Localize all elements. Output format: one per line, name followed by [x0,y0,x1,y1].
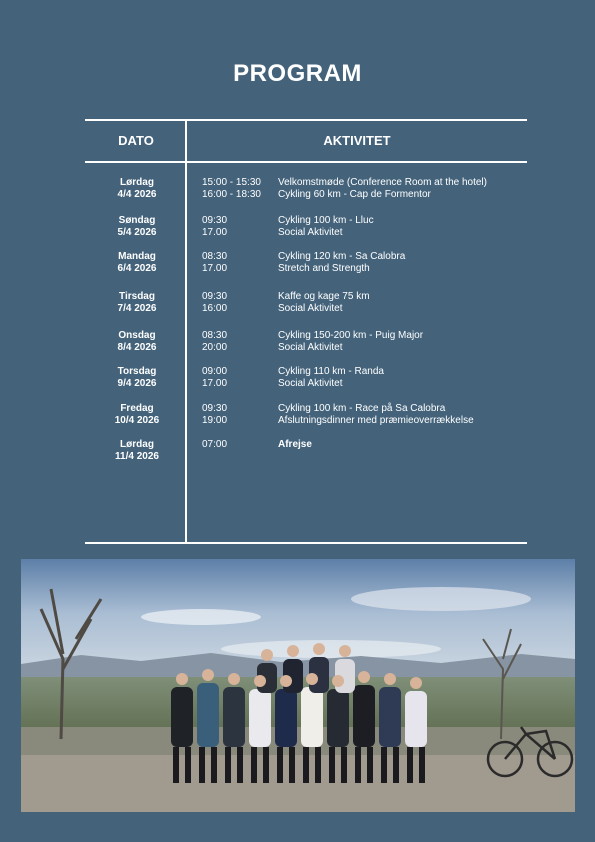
day-cell [85,291,189,315]
time: 17.00 [202,378,228,389]
time-cell [202,251,272,275]
date: 6/4 2026 [117,263,157,274]
activity: Velkomstmøde (Conference Room at the hotel) [278,177,487,188]
time-cell [202,291,272,315]
weekday: Onsdag [118,330,156,341]
date: 11/4 2026 [115,451,159,462]
weekday: Lørdag [120,177,154,188]
time: 17.00 [202,263,228,274]
weekday: Søndag [118,215,156,226]
day-cell [85,366,189,390]
activity-cell [278,291,528,315]
time: 09:30 [202,291,228,302]
table-bottom-rule [85,542,527,544]
time: 16:00 - 18:30 [202,189,261,200]
activity-cell [278,366,528,390]
day-cell [85,215,189,239]
weekday: Torsdag [117,366,157,377]
activity: Cykling 100 km - Lluc [278,215,374,226]
time: 09:30 [202,403,228,414]
weekday: Lørdag [120,439,154,450]
time: 15:00 - 15:30 [202,177,261,188]
date: 5/4 2026 [117,227,157,238]
activity: Stretch and Strength [278,263,370,274]
table-header-rule [85,161,527,163]
weekday: Fredag [120,403,154,414]
activity: Cykling 150-200 km - Puig Major [278,330,424,341]
time-cell [202,439,272,451]
activity: Cykling 120 km - Sa Calobra [278,251,406,262]
cyclists-group-image [21,559,575,812]
day-cell [85,330,189,354]
activity: Cykling 110 km - Randa [278,366,384,377]
activity-cell [278,251,528,275]
date: 8/4 2026 [117,342,157,353]
time: 16:00 [202,303,228,314]
group-photo [21,559,575,812]
activity-cell [278,403,528,427]
time: 09:30 [202,215,228,226]
time-cell [202,330,272,354]
activity: Afrejse [278,439,312,450]
time: 08:30 [202,330,228,341]
activity-cell [278,177,528,201]
activity: Social Aktivitet [278,378,343,389]
time: 20:00 [202,342,228,353]
time-cell [202,366,272,390]
time: 09:00 [202,366,228,377]
weekday: Mandag [118,251,156,262]
activity: Cykling 60 km - Cap de Formentor [278,189,431,200]
date: 9/4 2026 [117,378,157,389]
time: 07:00 [202,439,228,450]
day-cell [85,403,189,427]
column-header-date: DATO [118,133,154,148]
date: 7/4 2026 [117,303,157,314]
time-cell [202,177,272,201]
activity-cell [278,215,528,239]
time-cell [202,403,272,427]
activity-cell [278,439,528,451]
program-table [85,119,527,544]
table-top-rule [85,119,527,121]
time-cell [202,215,272,239]
date: 10/4 2026 [114,415,160,426]
page-title: PROGRAM [233,60,362,87]
activity: Social Aktivitet [278,303,343,314]
day-cell [85,439,189,463]
weekday: Tirsdag [119,291,155,302]
activity: Social Aktivitet [278,342,343,353]
day-cell [85,177,189,201]
time: 19:00 [202,415,228,426]
date: 4/4 2026 [117,189,157,200]
activity: Cykling 100 km - Race på Sa Calobra [278,403,446,414]
activity-cell [278,330,528,354]
time: 08:30 [202,251,228,262]
column-header-activity: AKTIVITET [323,133,391,148]
activity: Social Aktivitet [278,227,343,238]
activity: Afslutningsdinner med præmieoverrækkelse [278,415,474,426]
time: 17.00 [202,227,228,238]
activity: Kaffe og kage 75 km [278,291,370,302]
day-cell [85,251,189,275]
